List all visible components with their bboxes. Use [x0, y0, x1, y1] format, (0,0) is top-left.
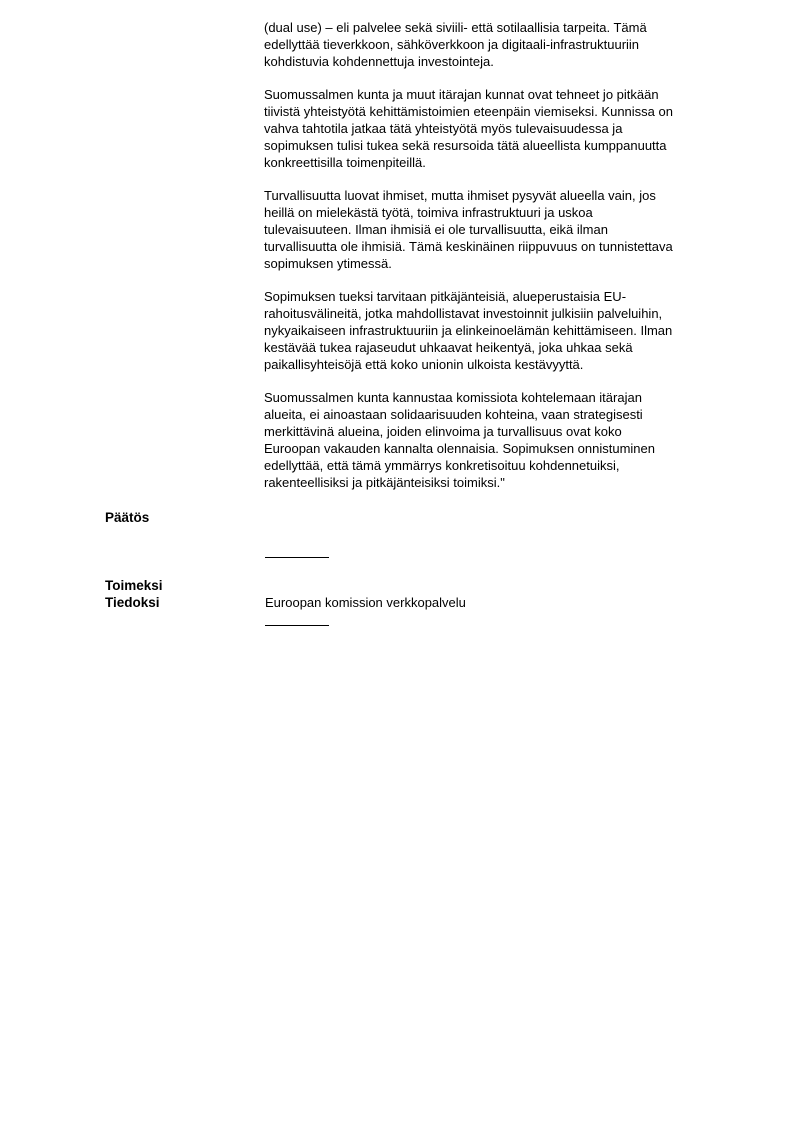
- paragraph-security-people: Turvallisuutta luovat ihmiset, mutta ihmiset pysyvät alueella vain, jos heillä on mielekästä työtä, toimiva infrastruktuuri ja uskoa tulevaisuuteen. Ilman ihmisiä ei ole turvallisuutta, eikä ilman turvallisuutta ole ihmisiä. Tämä keskinäinen riippuvuus on tunnistettava sopimuksen ytimessä.: [264, 188, 673, 271]
- paragraph-eu-funding: Sopimuksen tueksi tarvitaan pitkäjänteisiä, alueperustaisia EU- rahoitusvälineitä, jotka mahdollistavat investoinnit julkisiin palveluihin, nykyaikaiseen infrastruktuuriin ja elinkeinoelämän kehittämiseen. Ilman kestävää tukea rajaseudut uhkaavat heikentyä, joka uhkaa sekä paikallisyhteisöjä että koko unionin ulkoista kestävyyttä.: [264, 289, 673, 372]
- paragraph-dual-use: (dual use) – eli palvelee sekä siviili- että sotilaallisia tarpeita. Tämä edellyttää tieverkkoon, sähköverkkoon ja digitaali-infrastruktuuriin kohdistuvia kohdennettuja investointeja.: [264, 20, 647, 69]
- decision-label: Päätös: [105, 510, 150, 525]
- decision-divider: [265, 557, 329, 558]
- tiedoksi-value: Euroopan komission verkkopalvelu: [265, 595, 466, 610]
- paragraph-commission-appeal: Suomussalmen kunta kannustaa komissiota kohtelemaan itärajan alueita, ei ainoastaan solidaarisuuden kohteina, vaan strategisesti merkittävinä alueina, joiden elinvoima ja turvallisuus ovat koko Euroopan vakauden kannalta olennaisia. Sopimuksen onnistuminen edellyttää, että tämä ymmärrys konkretisoituu kohdennetuiksi, rakenteellisiksi ja pitkäjänteisiksi toimiksi.": [264, 390, 655, 490]
- body-text-column: [264, 19, 730, 507]
- paragraph-cooperation: Suomussalmen kunta ja muut itärajan kunnat ovat tehneet jo pitkään tiivistä yhteistyötä kehittämistoimien eteenpäin viemiseksi. Kunnissa on vahva tahtotila jatkaa tätä yhteistyötä myös tulevaisuudessa ja sopimuksen tulisi tukea sekä resursoida tätä alueellista kumppanuutta konkreettisilla toimenpiteillä.: [264, 87, 673, 170]
- assignments-divider: [265, 625, 329, 626]
- toimeksi-label: Toimeksi: [105, 578, 163, 593]
- tiedoksi-label: Tiedoksi: [105, 595, 160, 610]
